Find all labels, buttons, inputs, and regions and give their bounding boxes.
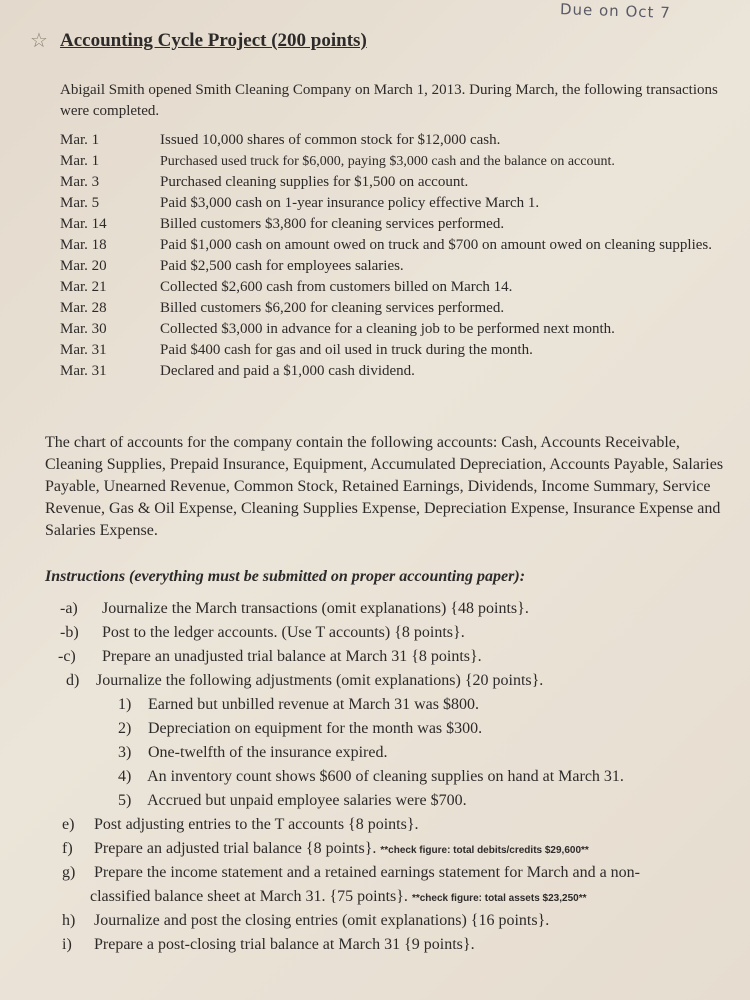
item-text: Prepare an adjusted trial balance {8 points}. bbox=[94, 840, 377, 857]
item-label: -c) bbox=[58, 648, 76, 665]
transaction-list bbox=[60, 130, 740, 382]
handwritten-note: Due on Oct 7 bbox=[559, 0, 672, 22]
adjustment-text: An inventory count shows $600 of cleaning supplies on hand at March 31. bbox=[147, 768, 624, 785]
transaction-row bbox=[60, 256, 740, 277]
adjustment-item bbox=[118, 766, 624, 788]
transaction-row bbox=[60, 319, 740, 340]
transaction-date: Mar. 30 bbox=[60, 321, 107, 337]
transaction-description: Paid $400 cash for gas and oil used in truck during the month. bbox=[160, 342, 533, 358]
transaction-description: Issued 10,000 shares of common stock for $12,000 cash. bbox=[160, 132, 501, 148]
transaction-description: Paid $2,500 cash for employees salaries. bbox=[160, 258, 404, 274]
transaction-date: Mar. 31 bbox=[60, 363, 107, 379]
instruction-item-b bbox=[60, 622, 465, 644]
item-text: Post adjusting entries to the T accounts {8 points}. bbox=[94, 816, 419, 833]
transaction-date: Mar. 1 bbox=[60, 153, 100, 169]
item-label: f) bbox=[62, 840, 73, 857]
adjustment-number: 1) bbox=[118, 696, 132, 713]
item-label: -a) bbox=[60, 600, 78, 617]
transaction-description: Paid $3,000 cash on 1-year insurance policy effective March 1. bbox=[160, 195, 540, 211]
transaction-date: Mar. 18 bbox=[60, 237, 107, 253]
transaction-description: Collected $2,600 cash from customers billed on March 14. bbox=[160, 279, 513, 295]
instruction-item-g-continued bbox=[90, 886, 586, 910]
transaction-row bbox=[60, 361, 740, 382]
adjustment-item bbox=[118, 694, 479, 716]
transaction-row bbox=[60, 214, 740, 235]
transaction-date: Mar. 14 bbox=[60, 216, 107, 232]
adjustment-text: Depreciation on equipment for the month was $300. bbox=[148, 720, 483, 737]
instruction-item-e bbox=[62, 814, 419, 836]
chart-of-accounts-paragraph: The chart of accounts for the company contain the following accounts: Cash, Accounts Receivable, Cleaning Supplies, Prepaid Insurance, Equipment, Accumulated Depreciation, Accounts Payable, Salaries Payable, Unearned Revenue, Common Stock, Retained Earnings, Dividends, Income Summary, Service Revenue, Gas & Oil Expense, Cleaning Supplies Expense, Depreciation Expense, Insurance Expense and Salaries Expense. bbox=[45, 434, 724, 539]
star-icon: ☆ bbox=[30, 30, 48, 52]
instruction-item-i bbox=[62, 934, 475, 956]
transaction-row bbox=[60, 277, 740, 298]
adjustment-item bbox=[118, 742, 387, 764]
transaction-row bbox=[60, 172, 740, 193]
intro-paragraph: Abigail Smith opened Smith Cleaning Company on March 1, 2013. During March, the following transactions were completed. bbox=[60, 82, 718, 119]
transaction-row bbox=[60, 193, 740, 214]
item-text: Prepare an unadjusted trial balance at March 31 {8 points}. bbox=[102, 648, 482, 665]
transaction-date: Mar. 21 bbox=[60, 279, 107, 295]
item-text: Prepare a post-closing trial balance at March 31 {9 points}. bbox=[94, 936, 475, 953]
instruction-item-h bbox=[62, 910, 549, 932]
page-title: Accounting Cycle Project (200 points) bbox=[60, 30, 367, 51]
instruction-item-g bbox=[62, 862, 640, 884]
adjustment-number: 2) bbox=[118, 720, 132, 737]
adjustment-item bbox=[118, 790, 467, 812]
transaction-date: Mar. 1 bbox=[60, 132, 100, 148]
transaction-date: Mar. 5 bbox=[60, 195, 100, 211]
adjustment-number: 3) bbox=[118, 744, 132, 761]
transaction-description: Collected $3,000 in advance for a cleaning job to be performed next month. bbox=[160, 321, 615, 337]
transaction-row bbox=[60, 340, 740, 361]
adjustment-text: Accrued but unpaid employee salaries were $700. bbox=[147, 792, 467, 809]
transaction-row bbox=[60, 235, 740, 256]
adjustment-text: Earned but unbilled revenue at March 31 was $800. bbox=[148, 696, 480, 713]
item-text: Post to the ledger accounts. (Use T accounts) {8 points}. bbox=[102, 624, 465, 641]
item-text: classified balance sheet at March 31. {75 points}. bbox=[90, 888, 408, 905]
transaction-date: Mar. 3 bbox=[60, 174, 100, 190]
item-label: -b) bbox=[60, 624, 79, 641]
item-text: Prepare the income statement and a retained earnings statement for March and a non- bbox=[94, 864, 640, 881]
check-figure-note: **check figure: total debits/credits $29,600** bbox=[380, 845, 589, 856]
instruction-item-a bbox=[60, 598, 529, 620]
instruction-item-f bbox=[62, 838, 589, 862]
adjustment-number: 4) bbox=[118, 768, 132, 785]
adjustment-item bbox=[118, 718, 482, 740]
instruction-item-c bbox=[58, 646, 482, 668]
instructions-heading: Instructions (everything must be submitted on proper accounting paper): bbox=[45, 568, 526, 585]
item-label: d) bbox=[66, 672, 80, 689]
item-label: i) bbox=[62, 936, 72, 953]
transaction-date: Mar. 31 bbox=[60, 342, 107, 358]
item-label: h) bbox=[62, 912, 76, 929]
transaction-description: Declared and paid a $1,000 cash dividend. bbox=[160, 363, 415, 379]
transaction-row bbox=[60, 298, 740, 319]
check-figure-note: **check figure: total assets $23,250** bbox=[411, 893, 587, 904]
transaction-description: Purchased cleaning supplies for $1,500 on account. bbox=[160, 174, 469, 190]
item-label: g) bbox=[62, 864, 76, 881]
item-text: Journalize and post the closing entries (omit explanations) {16 points}. bbox=[94, 912, 550, 929]
item-text: Journalize the March transactions (omit explanations) {48 points}. bbox=[102, 600, 529, 617]
adjustment-number: 5) bbox=[118, 792, 132, 809]
item-text: Journalize the following adjustments (omit explanations) {20 points}. bbox=[96, 672, 544, 689]
transaction-description: Billed customers $6,200 for cleaning services performed. bbox=[160, 300, 505, 316]
transaction-date: Mar. 28 bbox=[60, 300, 107, 316]
transaction-description: Billed customers $3,800 for cleaning services performed. bbox=[160, 216, 505, 232]
adjustment-text: One-twelfth of the insurance expired. bbox=[148, 744, 388, 761]
transaction-row bbox=[60, 130, 740, 151]
transaction-description: Purchased used truck for $6,000, paying $3,000 cash and the balance on account. bbox=[160, 154, 615, 169]
transaction-row bbox=[60, 151, 740, 172]
item-label: e) bbox=[62, 816, 75, 833]
instruction-item-d bbox=[66, 670, 543, 692]
transaction-description: Paid $1,000 cash on amount owed on truck and $700 on amount owed on cleaning supplies. bbox=[160, 237, 712, 253]
transaction-date: Mar. 20 bbox=[60, 258, 107, 274]
